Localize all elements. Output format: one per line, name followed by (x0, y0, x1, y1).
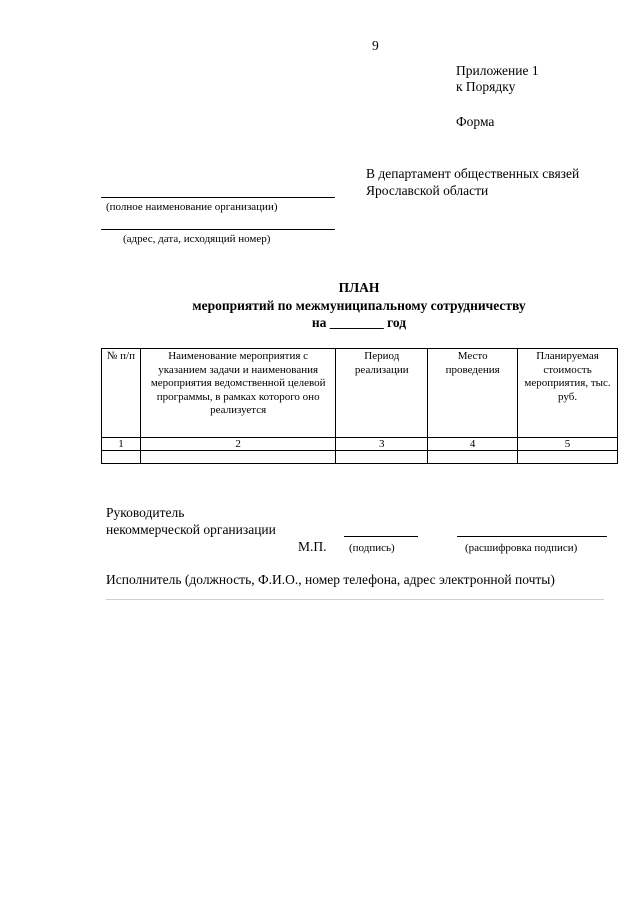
header-cell-cost: Планируемая стоимость мероприятия, тыс. руб. (518, 349, 618, 438)
header-cell-event-name: Наименование мероприятия с указанием задачи и наименования мероприятия ведомственной целевой программы, в рамках которого оно реализуется (140, 349, 335, 438)
table-cell (102, 451, 141, 464)
title-subtitle: мероприятий по межмуниципальному сотрудничеству (192, 298, 526, 313)
decoding-caption: (расшифровка подписи) (465, 542, 578, 554)
org-name-caption: (полное наименование организации) (106, 201, 278, 213)
header-cell-place: Место проведения (428, 349, 518, 438)
header-cell-period: Период реализации (336, 349, 428, 438)
table-cell (518, 451, 618, 464)
form-label: Форма (456, 114, 495, 129)
stamp-label: М.П. (298, 539, 327, 554)
table-header-row (102, 349, 618, 438)
column-number-cell: 5 (518, 438, 618, 451)
plan-table (101, 348, 618, 464)
decoding-line (457, 536, 607, 537)
separator-line (106, 599, 604, 600)
column-number-cell: 4 (428, 438, 518, 451)
address-caption: (адрес, дата, исходящий номер) (123, 233, 271, 245)
org-name-line (101, 197, 335, 198)
executor-line: Исполнитель (должность, Ф.И.О., номер телефона, адрес электронной почты) (106, 572, 555, 587)
head-line2: некоммерческой организации (106, 522, 276, 537)
head-line1: Руководитель (106, 505, 185, 520)
table-cell (428, 451, 518, 464)
signature-caption: (подпись) (349, 542, 395, 554)
address-line (101, 229, 335, 230)
signature-line (344, 536, 418, 537)
header-cell-number: № п/п (102, 349, 141, 438)
table-cell (336, 451, 428, 464)
table-cell (140, 451, 335, 464)
appendix-line2: к Порядку (456, 79, 516, 94)
addressee-line2: Ярославской области (366, 183, 489, 198)
title-plan: ПЛАН (338, 280, 380, 295)
addressee-line1: В департамент общественных связей (366, 166, 580, 181)
column-number-cell: 2 (140, 438, 335, 451)
column-number-cell: 1 (102, 438, 141, 451)
page-number: 9 (372, 38, 379, 53)
title-year: на ________ год (311, 315, 407, 330)
column-number-cell: 3 (336, 438, 428, 451)
appendix-line1: Приложение 1 (456, 63, 539, 78)
table-number-row (102, 438, 618, 451)
table-empty-row (102, 451, 618, 464)
